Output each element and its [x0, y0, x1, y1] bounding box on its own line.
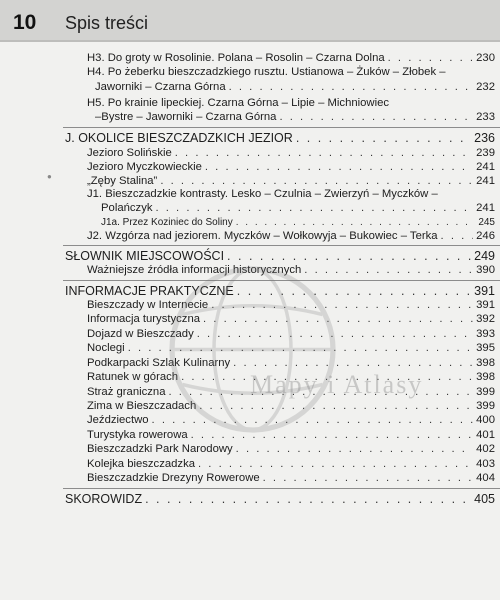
- toc-entry-info-item[interactable]: Ratunek w górach . . . 398: [87, 371, 495, 383]
- toc-entry-h4-line1[interactable]: H4. Po żeberku bieszczadzkiego rusztu. Ustianowa – Żuków – Złobek –: [87, 66, 446, 78]
- toc-entry-h5[interactable]: –Bystre – Jaworniki – Czarna Górna . . . 233: [95, 111, 495, 123]
- toc-entry-info-item[interactable]: Bieszczadzki Park Narodowy . . . 402: [87, 443, 495, 455]
- toc-entry-info-item[interactable]: Kolejka bieszczadzka . . . 403: [87, 458, 495, 470]
- toc-entry-info-item[interactable]: Turystyka rowerowa . . . 401: [87, 429, 495, 441]
- toc-section-info[interactable]: INFORMACJE PRAKTYCZNE . . . 391: [65, 284, 495, 298]
- toc-entry-h3[interactable]: H3. Do groty w Rosolinie. Polana – Rosolin – Czarna Dolna . . . 230: [87, 52, 495, 64]
- toc-section-skorowidz[interactable]: SKOROWIDZ . . . 405: [65, 492, 495, 506]
- toc-entry-myczkowieckie[interactable]: Jezioro Myczkowieckie . . . 241: [87, 161, 495, 173]
- bullet-icon: ●: [47, 172, 52, 181]
- toc-entry-info-item[interactable]: Dojazd w Bieszczady . . . 393: [87, 328, 495, 340]
- toc-entry-zeby[interactable]: „Zęby Stalina” . . . 241: [87, 175, 495, 187]
- toc-entry-j2[interactable]: J2. Wzgórza nad jeziorem. Myczków – Wołkowyja – Bukowiec – Terka . . . 246: [87, 230, 495, 242]
- toc-section-j[interactable]: J. OKOLICE BIESZCZADZKICH JEZIOR . . . 236: [65, 131, 495, 145]
- watermark-text: Mapy i Atlasy: [250, 370, 424, 399]
- toc-entry-info-item[interactable]: Bieszczady w Internecie . . . 391: [87, 299, 495, 311]
- toc-entry-j1-line1[interactable]: J1. Bieszczadzkie kontrasty. Lesko – Czulnia – Zwierzyń – Myczków –: [87, 188, 438, 200]
- toc-entry-h4[interactable]: Jaworniki – Czarna Górna . . . 232: [95, 81, 495, 93]
- toc-entry-solinskie[interactable]: Jezioro Solińskie . . . 239: [87, 147, 495, 159]
- toc-section-slownik[interactable]: SŁOWNIK MIEJSCOWOŚCI . . . 249: [65, 249, 495, 263]
- divider: [63, 280, 500, 281]
- toc-entry-info-item[interactable]: Noclegi . . . 395: [87, 342, 495, 354]
- toc-entry-zrodla[interactable]: Ważniejsze źródła informacji historycznych . . . 390: [87, 264, 495, 276]
- toc-entry-info-item[interactable]: Informacja turystyczna . . . 392: [87, 313, 495, 325]
- toc-entry-j1[interactable]: Polańczyk . . . 241: [101, 202, 495, 214]
- toc-entry-info-item[interactable]: Straż graniczna . . . 399: [87, 386, 495, 398]
- divider: [63, 245, 500, 246]
- toc-entry-h5-line1[interactable]: H5. Po krainie lipeckiej. Czarna Górna – Lipie – Michniowiec: [87, 97, 390, 109]
- divider: [63, 488, 500, 489]
- toc-entry-info-item[interactable]: Zima w Bieszczadach . . . 399: [87, 400, 495, 412]
- toc-entry-info-item[interactable]: Bieszczadzkie Drezyny Rowerowe . . . 404: [87, 472, 495, 484]
- page-number: 10: [13, 11, 37, 34]
- divider: [63, 127, 500, 128]
- chapter-title: Spis treści: [65, 13, 149, 33]
- toc-entry-info-item[interactable]: Podkarpacki Szlak Kulinarny . . . 398: [87, 357, 495, 369]
- toc-entry-info-item[interactable]: Jeździectwo . . . 400: [87, 414, 495, 426]
- toc-entry-j1a[interactable]: J1a. Przez Koziniec do Soliny . . . 245: [101, 217, 495, 228]
